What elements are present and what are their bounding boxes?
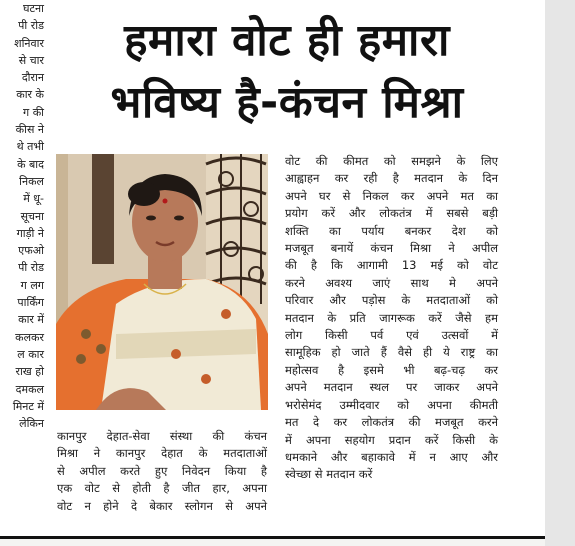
- article-line: परिवार और पड़ोस के मतदाताओं को: [285, 293, 498, 308]
- adjacent-text-line: कार के: [16, 88, 44, 102]
- portrait-photo: [56, 154, 268, 410]
- article-line: मत दे कर लोकतंत्र की मजबूत करने: [285, 415, 498, 430]
- article-line: स्वेच्छा से मतदान करें: [285, 467, 373, 482]
- adjacent-text-line: पी रोड: [18, 19, 44, 33]
- adjacent-text-line: ल कार: [17, 347, 44, 361]
- adjacent-text-line: से चार: [18, 53, 44, 67]
- article-line: कानपुर देहात-सेवा संस्था की कंचन: [57, 429, 267, 443]
- adjacent-text-line: पी रोड: [18, 261, 44, 275]
- adjacent-text-line: गाड़ी ने: [16, 226, 44, 240]
- adjacent-text-line: के बाद: [17, 157, 44, 171]
- article-line: अपने घर से निकल कर अपने मत का: [285, 188, 498, 203]
- article-line: अपने मतदान स्थल पर जाकर अपने: [285, 380, 498, 395]
- article-line: वोट की कीमत को समझने के लिए: [285, 154, 498, 168]
- bottom-rule-divider: [0, 536, 545, 539]
- article-line: महोत्सव है इसमे भी बढ़-चढ़ कर: [285, 362, 498, 377]
- adjacent-text-line: कार में: [18, 313, 44, 327]
- article-line: से अपील करते हुए निवेदन किया है: [57, 463, 267, 478]
- article-line: वोट न होने दे बेकार स्लोगन से अपने: [57, 498, 267, 513]
- adjacent-text-line: कीस ने: [15, 123, 44, 137]
- article-line: प्रयोग करें और लोकतंत्र में सबसे बड़ी: [285, 206, 498, 221]
- article-line: धमकाने और बहाकावे में न आए और: [285, 449, 498, 464]
- article-column-right: [285, 153, 498, 484]
- article-line: शक्ति का पर्याय बनकर देश को: [285, 223, 498, 238]
- adjacent-text-line: मिनट में: [12, 399, 44, 413]
- adjacent-text-line: ग लग: [20, 278, 44, 292]
- article-line: सामूहिक हो जाते हैं वैसे ही ये राष्ट्र का: [285, 345, 498, 360]
- portrait-illustration: [56, 154, 268, 410]
- adjacent-text-line: शनिवार: [14, 36, 44, 50]
- headline-line-1: हमारा वोट ही हमारा: [124, 15, 450, 66]
- article-line: मिश्रा ने कानपुर देहात के मतदाताओं: [57, 446, 267, 461]
- article-line: मतदान के प्रति जागरूक करें जैसे हम: [285, 310, 498, 325]
- article-line: एक वोट से होती है जीत हार, अपना: [57, 481, 267, 496]
- headline: [52, 10, 522, 134]
- adjacent-article-column: [0, 0, 46, 500]
- adjacent-text-line: पार्किंग: [17, 296, 44, 310]
- article-line: में अपना सहयोग प्रदान करें किसी के: [285, 432, 498, 447]
- adjacent-text-line: घटना: [23, 2, 44, 15]
- adjacent-text-line: निकल: [19, 174, 44, 188]
- article-line: लोग किसी पर्व एवं उत्सवों में: [285, 328, 498, 343]
- adjacent-text-line: लेकिन: [19, 417, 44, 431]
- article-column-left: [57, 428, 267, 515]
- article-line: मजबूत बनायें कंचन मिश्रा ने अपील: [285, 241, 498, 256]
- adjacent-text-line: दौरान: [21, 71, 44, 85]
- adjacent-text-line: राख हो: [15, 365, 44, 379]
- page-margin-edge: [545, 0, 575, 546]
- article-line: भरोसेमंद उम्मीदवार को अपना कीमती: [285, 397, 498, 412]
- article-line: करने अवश्य जाएं साथ मे अपने: [285, 275, 498, 290]
- adjacent-text-line: में धू-: [23, 192, 44, 206]
- headline-line-2: भविष्य है-कंचन मिश्रा: [110, 77, 464, 128]
- adjacent-text-line: कलकर: [15, 330, 44, 344]
- adjacent-text-line: सूचना: [20, 209, 44, 223]
- adjacent-text-line: दमकल: [15, 382, 44, 396]
- adjacent-text-line: ग की: [23, 105, 44, 119]
- adjacent-text-line: एफओ: [18, 244, 44, 258]
- article-line: की है कि आगामी 13 मई को वोट: [285, 258, 498, 273]
- adjacent-text-line: थे तभी: [16, 140, 44, 154]
- article-line: आह्वाहन कर रही है मतदान के दिन: [285, 171, 498, 186]
